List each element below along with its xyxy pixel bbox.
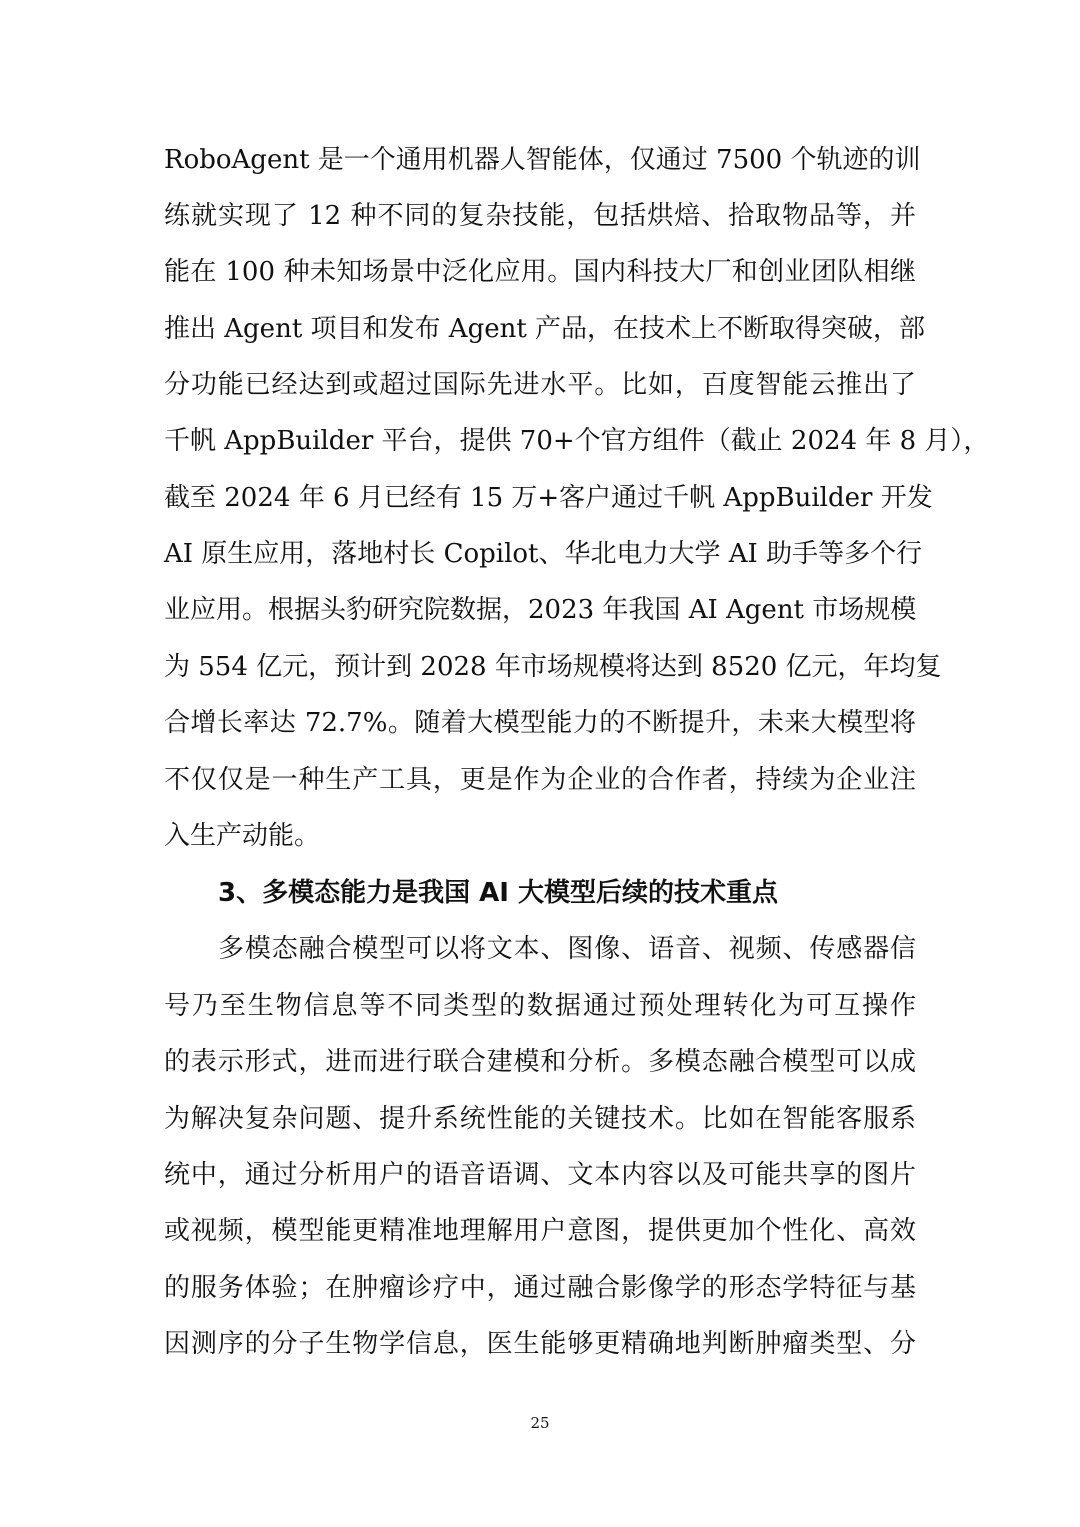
paragraph-line: 为解决复杂问题、提升系统性能的关键技术。比如在智能客服系 [164,1104,916,1134]
paragraph-line: 不仅仅是一种生产工具，更是作为企业的合作者，持续为企业注 [164,765,916,795]
paragraph-line: 分功能已经达到或超过国际先进水平。比如，百度智能云推出了 [164,370,916,400]
section-heading: 3、多模态能力是我国 AI 大模型后续的技术重点 [218,878,778,908]
paragraph-line: 业应用。根据头豹研究院数据，2023 年我国 AI Agent 市场规模 [164,595,917,625]
paragraph-line: 的服务体验；在肿瘤诊疗中，通过融合影像学的形态学特征与基 [164,1273,916,1303]
paragraph-line: 练就实现了 12 种不同的复杂技能，包括烘焙、拾取物品等，并 [164,201,916,231]
paragraph-line: 推出 Agent 项目和发布 Agent 产品，在技术上不断取得突破，部 [164,314,926,344]
paragraph-line: AI 原生应用，落地村长 Copilot、华北电力大学 AI 助手等多个行 [164,539,923,569]
paragraph-line: 入生产动能。 [164,821,321,851]
paragraph-line: 统中，通过分析用户的语音语调、文本内容以及可能共享的图片 [164,1160,916,1190]
paragraph-line: 号乃至生物信息等不同类型的数据通过预处理转化为可互操作 [164,991,916,1021]
paragraph-line: 千帆 AppBuilder 平台，提供 70+个官方组件（截止 2024 年 8 月）， [164,426,990,456]
paragraph-line: 的表示形式，进而进行联合建模和分析。多模态融合模型可以成 [164,1047,916,1077]
paragraph-line: 截至 2024 年 6 月已经有 15 万+客户通过千帆 AppBuilder 开发 [164,483,933,513]
paragraph-line: 能在 100 种未知场景中泛化应用。国内科技大厂和创业团队相继 [164,257,916,287]
paragraph-line: 为 554 亿元，预计到 2028 年市场规模将达到 8520 亿元，年均复 [164,652,942,682]
paragraph-line: 多模态融合模型可以将文本、图像、语音、视频、传感器信 [218,934,916,964]
paragraph-line: RoboAgent 是一个通用机器人智能体，仅通过 7500 个轨迹的训 [164,145,921,175]
paragraph-line: 合增长率达 72.7%。随着大模型能力的不断提升，未来大模型将 [164,708,916,738]
page-number: 25 [530,1414,550,1432]
paragraph-line: 或视频，模型能更精准地理解用户意图，提供更加个性化、高效 [164,1216,916,1246]
paragraph-line: 因测序的分子生物学信息，医生能够更精确地判断肿瘤类型、分 [164,1329,916,1359]
